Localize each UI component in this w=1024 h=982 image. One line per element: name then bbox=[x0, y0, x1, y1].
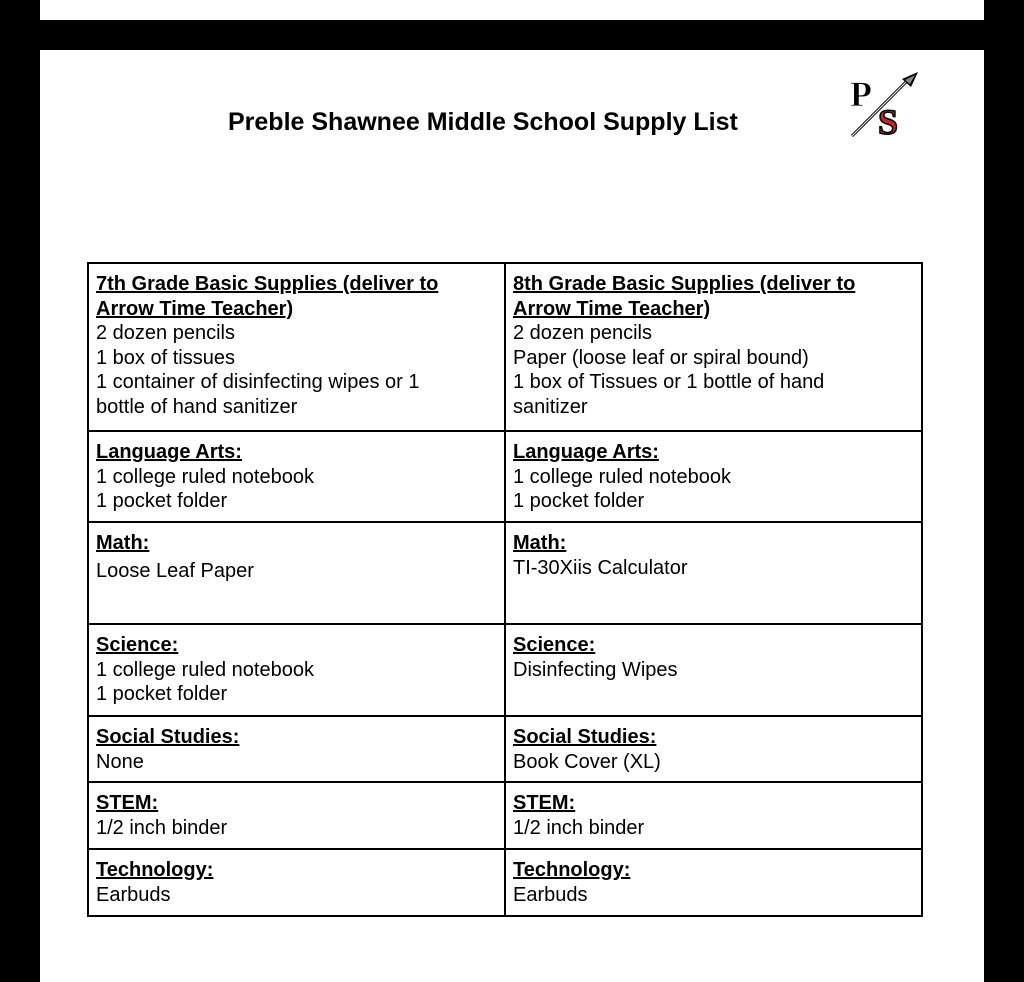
list-item: TI-30Xiis Calculator bbox=[513, 556, 688, 579]
document-page bbox=[40, 50, 984, 982]
cell-heading: Social Studies: bbox=[513, 726, 657, 748]
list-item: 1 container of disinfecting wipes or 1 bottle of hand sanitizer bbox=[96, 371, 420, 418]
cell-heading: Social Studies: bbox=[96, 726, 240, 748]
table-row bbox=[88, 624, 922, 716]
cell-heading: Technology: bbox=[513, 859, 631, 881]
grade7-technology-cell bbox=[88, 849, 505, 916]
list-item: Book Cover (XL) bbox=[513, 750, 661, 773]
grade7-social-studies-cell bbox=[88, 716, 505, 782]
cell-heading: Language Arts: bbox=[513, 441, 659, 463]
list-item: 2 dozen pencils bbox=[96, 322, 235, 344]
grade7-stem-cell bbox=[88, 782, 505, 849]
cell-heading: Technology: bbox=[96, 859, 214, 881]
list-item: None bbox=[96, 750, 144, 773]
grade8-science-cell bbox=[505, 624, 922, 716]
list-item: Paper (loose leaf or spiral bound) bbox=[513, 346, 809, 369]
cell-heading: STEM: bbox=[513, 792, 576, 814]
list-item: Earbuds bbox=[96, 883, 171, 906]
supply-list-table bbox=[87, 262, 923, 917]
cell-heading: Language Arts: bbox=[96, 441, 242, 463]
table-row bbox=[88, 522, 922, 624]
grade7-basic-cell bbox=[88, 263, 505, 431]
list-item: 1 pocket folder bbox=[96, 683, 228, 705]
list-item: 1 box of Tissues or 1 bottle of hand sanitizer bbox=[513, 371, 825, 418]
list-item: 2 dozen pencils bbox=[513, 322, 652, 344]
cell-heading: Science: bbox=[513, 634, 596, 656]
svg-text:P: P bbox=[850, 74, 872, 114]
list-item: Disinfecting Wipes bbox=[513, 658, 678, 681]
grade8-basic-cell bbox=[505, 263, 922, 431]
grade7-language-arts-cell bbox=[88, 431, 505, 522]
list-item: 1 box of tissues bbox=[96, 346, 235, 369]
svg-text:S: S bbox=[878, 102, 899, 140]
grade8-language-arts-cell bbox=[505, 431, 922, 522]
grade8-math-cell bbox=[505, 522, 922, 624]
list-item: 1 college ruled notebook bbox=[96, 658, 314, 681]
list-item: Loose Leaf Paper bbox=[96, 559, 254, 582]
list-item: 1/2 inch binder bbox=[513, 816, 645, 839]
table-row bbox=[88, 782, 922, 849]
table-row bbox=[88, 849, 922, 916]
table-row bbox=[88, 431, 922, 522]
cell-heading: Math: bbox=[96, 532, 150, 554]
grade8-stem-cell bbox=[505, 782, 922, 849]
grade8-technology-cell bbox=[505, 849, 922, 916]
list-item: 1 college ruled notebook bbox=[513, 465, 731, 488]
list-item: 1 pocket folder bbox=[513, 490, 645, 512]
top-page-strip bbox=[40, 0, 984, 20]
cell-heading: Science: bbox=[96, 634, 179, 656]
cell-heading: 7th Grade Basic Supplies (deliver to Arrow Time Teacher) bbox=[96, 273, 439, 320]
list-item: Earbuds bbox=[513, 883, 588, 906]
table-row bbox=[88, 716, 922, 782]
list-item: 1/2 inch binder bbox=[96, 816, 228, 839]
list-item: 1 college ruled notebook bbox=[96, 465, 314, 488]
cell-heading: STEM: bbox=[96, 792, 159, 814]
cell-heading: Math: bbox=[513, 532, 567, 554]
cell-heading: 8th Grade Basic Supplies (deliver to Arrow Time Teacher) bbox=[513, 273, 856, 320]
grade8-social-studies-cell bbox=[505, 716, 922, 782]
grade7-math-cell bbox=[88, 522, 505, 624]
table-row bbox=[88, 263, 922, 431]
grade7-science-cell bbox=[88, 624, 505, 716]
page-title: Preble Shawnee Middle School Supply List bbox=[228, 108, 738, 136]
list-item: 1 pocket folder bbox=[96, 490, 228, 512]
ps-logo-icon bbox=[844, 70, 924, 140]
